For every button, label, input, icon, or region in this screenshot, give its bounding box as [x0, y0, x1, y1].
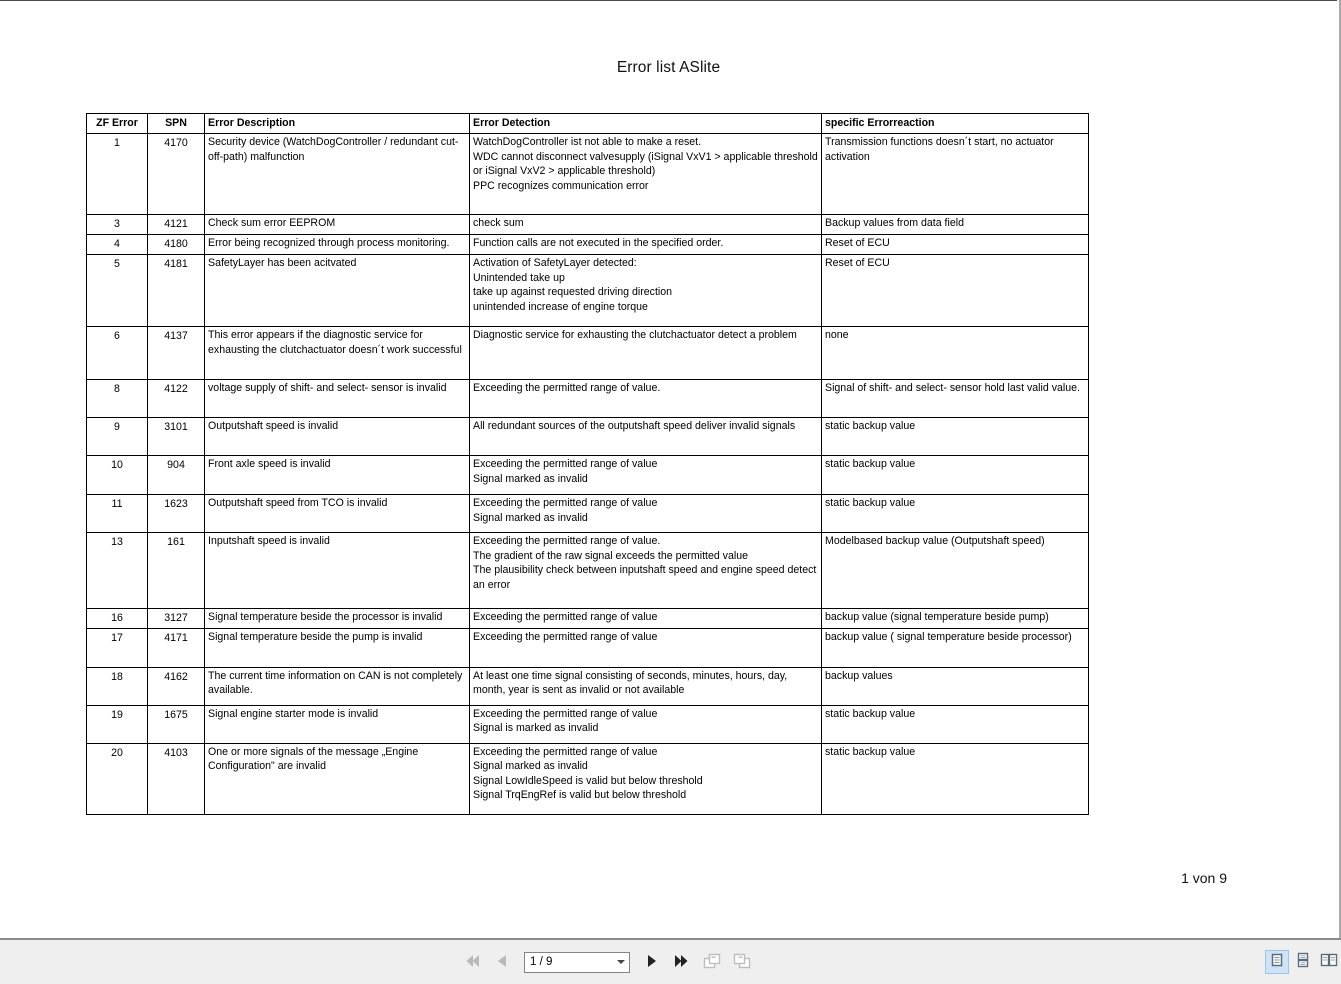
cell-error-description: Signal temperature beside the processor is invalid	[205, 609, 470, 629]
cell-error-detection	[470, 628, 822, 667]
navigate-forward-button[interactable]	[729, 949, 755, 975]
view-two-page-button[interactable]	[1317, 950, 1341, 974]
table-row	[87, 380, 1089, 418]
cell-zf-error: 10	[87, 456, 148, 495]
cell-error-description: SafetyLayer has been acitvated	[205, 255, 470, 327]
cell-error-reaction: static backup value	[822, 743, 1089, 814]
cell-error-reaction: Transmission functions doesn´t start, no actuator activation	[822, 134, 1089, 215]
cell-zf-error: 4	[87, 235, 148, 255]
detection-line: Exceeding the permitted range of value	[473, 497, 658, 509]
error-list-body	[87, 134, 1089, 815]
detection-line: Exceeding the permitted range of value	[473, 745, 658, 758]
table-row	[87, 456, 1089, 495]
cell-error-reaction: Reset of ECU	[822, 255, 1089, 327]
navigate-forward-icon	[733, 953, 751, 972]
cell-spn: 1675	[148, 705, 205, 743]
detection-line: check sum	[473, 217, 524, 229]
cell-error-detection	[470, 134, 822, 215]
cell-error-detection	[470, 609, 822, 629]
first-page-button[interactable]	[459, 949, 485, 975]
detection-line: Exceeding the permitted range of value	[473, 611, 658, 623]
column-header-zf-error: ZF Error	[87, 114, 148, 134]
cell-error-detection	[470, 215, 822, 235]
page-count-label: 1 von 9	[1181, 870, 1227, 886]
detection-line: The gradient of the raw signal exceeds the permitted value	[473, 549, 749, 562]
navigate-back-button[interactable]	[699, 949, 725, 975]
previous-page-icon	[496, 954, 508, 971]
cell-spn: 3101	[148, 418, 205, 456]
detection-line: Exceeding the permitted range of value	[473, 630, 658, 643]
cell-error-detection	[470, 255, 822, 327]
cell-error-reaction: static backup value	[822, 705, 1089, 743]
cell-spn: 1623	[148, 495, 205, 533]
cell-spn: 4181	[148, 255, 205, 327]
cell-error-description: Error being recognized through process monitoring.	[205, 235, 470, 255]
detection-line: Signal marked as invalid	[473, 472, 588, 485]
cell-error-detection	[470, 235, 822, 255]
table-row	[87, 495, 1089, 533]
cell-error-reaction: none	[822, 327, 1089, 380]
table-row	[87, 609, 1089, 629]
cell-zf-error: 18	[87, 667, 148, 705]
table-row	[87, 235, 1089, 255]
view-single-page-button[interactable]	[1265, 950, 1289, 974]
document-title: Error list ASlite	[616, 59, 721, 76]
cell-error-detection	[470, 495, 822, 533]
cell-zf-error: 11	[87, 495, 148, 533]
column-header-error-reaction: specific Errorreaction	[822, 114, 1089, 134]
cell-error-description: voltage supply of shift- and select- sensor is invalid	[205, 380, 470, 418]
table-header-row	[87, 114, 1089, 134]
cell-spn: 4180	[148, 235, 205, 255]
cell-spn: 904	[148, 456, 205, 495]
single-page-view-icon	[1269, 952, 1285, 973]
table-row	[87, 533, 1089, 609]
cell-error-reaction: backup values	[822, 667, 1089, 705]
cell-error-reaction: Modelbased backup value (Outputshaft speed)	[822, 533, 1089, 609]
cell-error-reaction: Backup values from data field	[822, 215, 1089, 235]
cell-zf-error: 19	[87, 705, 148, 743]
column-header-error-detection: Error Detection	[470, 114, 822, 134]
detection-line: Signal marked as invalid	[473, 760, 588, 772]
table-row	[87, 743, 1089, 814]
cell-spn: 4121	[148, 215, 205, 235]
cell-zf-error: 8	[87, 380, 148, 418]
cell-error-description: Check sum error EEPROM	[205, 215, 470, 235]
cell-error-reaction: static backup value	[822, 418, 1089, 456]
detection-line: take up against requested driving direction	[473, 286, 673, 298]
last-page-button[interactable]	[669, 949, 695, 975]
cell-zf-error: 9	[87, 418, 148, 456]
page-number-combobox[interactable]	[524, 952, 630, 973]
cell-spn: 4170	[148, 134, 205, 215]
detection-line: Exceeding the permitted range of value.	[473, 535, 661, 547]
column-header-error-description: Error Description	[205, 114, 470, 134]
table-row	[87, 327, 1089, 380]
cell-zf-error: 6	[87, 327, 148, 380]
cell-spn: 161	[148, 533, 205, 609]
cell-error-description: One or more signals of the message „Engine Configuration" are invalid	[205, 743, 470, 814]
cell-zf-error: 13	[87, 533, 148, 609]
detection-line: Exceeding the permitted range of value	[473, 458, 658, 470]
cell-error-detection	[470, 380, 822, 418]
detection-line: Signal TrqEngRef is valid but below threshold	[473, 789, 687, 801]
detection-line: PPC recognizes communication error	[473, 179, 649, 192]
first-page-icon	[464, 954, 480, 971]
cell-zf-error: 17	[87, 628, 148, 667]
detection-line: WatchDogController ist not able to make a reset.	[473, 136, 702, 148]
cell-spn: 3127	[148, 609, 205, 629]
cell-error-reaction: backup value ( signal temperature beside processor)	[822, 628, 1089, 667]
continuous-page-view-icon	[1295, 952, 1311, 973]
navigate-back-icon	[703, 953, 721, 972]
viewer-toolbar	[0, 938, 1341, 984]
cell-error-description: Signal temperature beside the pump is invalid	[205, 628, 470, 667]
error-list-table	[86, 113, 1089, 815]
cell-error-detection	[470, 705, 822, 743]
cell-error-description: Signal engine starter mode is invalid	[205, 705, 470, 743]
detection-line: Diagnostic service for exhausting the clutchactuator detect a problem	[473, 329, 797, 341]
cell-zf-error: 16	[87, 609, 148, 629]
chevron-down-icon[interactable]	[613, 953, 629, 972]
cell-zf-error: 1	[87, 134, 148, 215]
detection-line: Function calls are not executed in the specified order.	[473, 237, 724, 249]
detection-line: Signal marked as invalid	[473, 511, 588, 524]
detection-line: Exceeding the permitted range of value	[473, 707, 658, 720]
detection-line: Signal LowIdleSpeed is valid but below threshold	[473, 774, 703, 787]
cell-spn: 4137	[148, 327, 205, 380]
cell-error-reaction: static backup value	[822, 495, 1089, 533]
cell-zf-error: 3	[87, 215, 148, 235]
last-page-icon	[674, 954, 690, 971]
detection-line: At least one time signal consisting of seconds, minutes, hours, day, month, year is sent as invalid or not available	[473, 669, 788, 696]
page-navigation-group	[459, 948, 755, 976]
cell-error-description: This error appears if the diagnostic service for exhausting the clutchactuator doesn´t work successful	[205, 327, 470, 380]
table-row	[87, 418, 1089, 456]
table-row	[87, 215, 1089, 235]
cell-error-detection	[470, 743, 822, 814]
cell-error-reaction: Signal of shift- and select- sensor hold last valid value.	[822, 380, 1089, 418]
column-header-spn: SPN	[148, 114, 205, 134]
cell-zf-error: 5	[87, 255, 148, 327]
next-page-icon	[646, 954, 658, 971]
table-row	[87, 628, 1089, 667]
cell-zf-error: 20	[87, 743, 148, 814]
cell-spn: 4103	[148, 743, 205, 814]
view-continuous-button[interactable]	[1291, 950, 1315, 974]
next-page-button[interactable]	[639, 949, 665, 975]
cell-spn: 4122	[148, 380, 205, 418]
detection-line: unintended increase of engine torque	[473, 300, 648, 313]
cell-error-detection	[470, 667, 822, 705]
cell-spn: 4162	[148, 667, 205, 705]
cell-error-detection	[470, 418, 822, 456]
detection-line: The plausibility check between inputshaft speed and engine speed detect an error	[473, 564, 817, 591]
cell-error-description: Security device (WatchDogController / redundant cut-off-path) malfunction	[205, 134, 470, 215]
cell-error-description: Outputshaft speed from TCO is invalid	[205, 495, 470, 533]
detection-line: WDC cannot disconnect valvesupply (iSignal VxV1 > applicable threshold or iSignal VxV2 > applicable threshold)	[473, 150, 818, 177]
cell-error-detection	[470, 456, 822, 495]
two-page-view-icon	[1320, 952, 1338, 973]
table-row	[87, 255, 1089, 327]
cell-error-reaction: Reset of ECU	[822, 235, 1089, 255]
cell-error-description: Outputshaft speed is invalid	[205, 418, 470, 456]
cell-error-description: Front axle speed is invalid	[205, 456, 470, 495]
table-row	[87, 705, 1089, 743]
detection-line: Exceeding the permitted range of value.	[473, 382, 661, 394]
cell-error-description: Inputshaft speed is invalid	[205, 533, 470, 609]
cell-error-reaction: backup value (signal temperature beside pump)	[822, 609, 1089, 629]
cell-error-reaction: static backup value	[822, 456, 1089, 495]
previous-page-button[interactable]	[489, 949, 515, 975]
cell-spn: 4171	[148, 628, 205, 667]
table-row	[87, 667, 1089, 705]
detection-line: Activation of SafetyLayer detected:	[473, 257, 637, 269]
table-row	[87, 134, 1089, 215]
detection-line: All redundant sources of the outputshaft speed deliver invalid signals	[473, 420, 796, 432]
page-number-input[interactable]: 1 / 9	[530, 955, 553, 968]
cell-error-detection	[470, 327, 822, 380]
cell-error-detection	[470, 533, 822, 609]
toolbar-inner	[0, 946, 1341, 980]
detection-line: Signal is marked as invalid	[473, 722, 599, 734]
cell-error-description: The current time information on CAN is not completely available.	[205, 667, 470, 705]
detection-line: Unintended take up	[473, 271, 565, 284]
view-mode-group	[1265, 948, 1341, 976]
